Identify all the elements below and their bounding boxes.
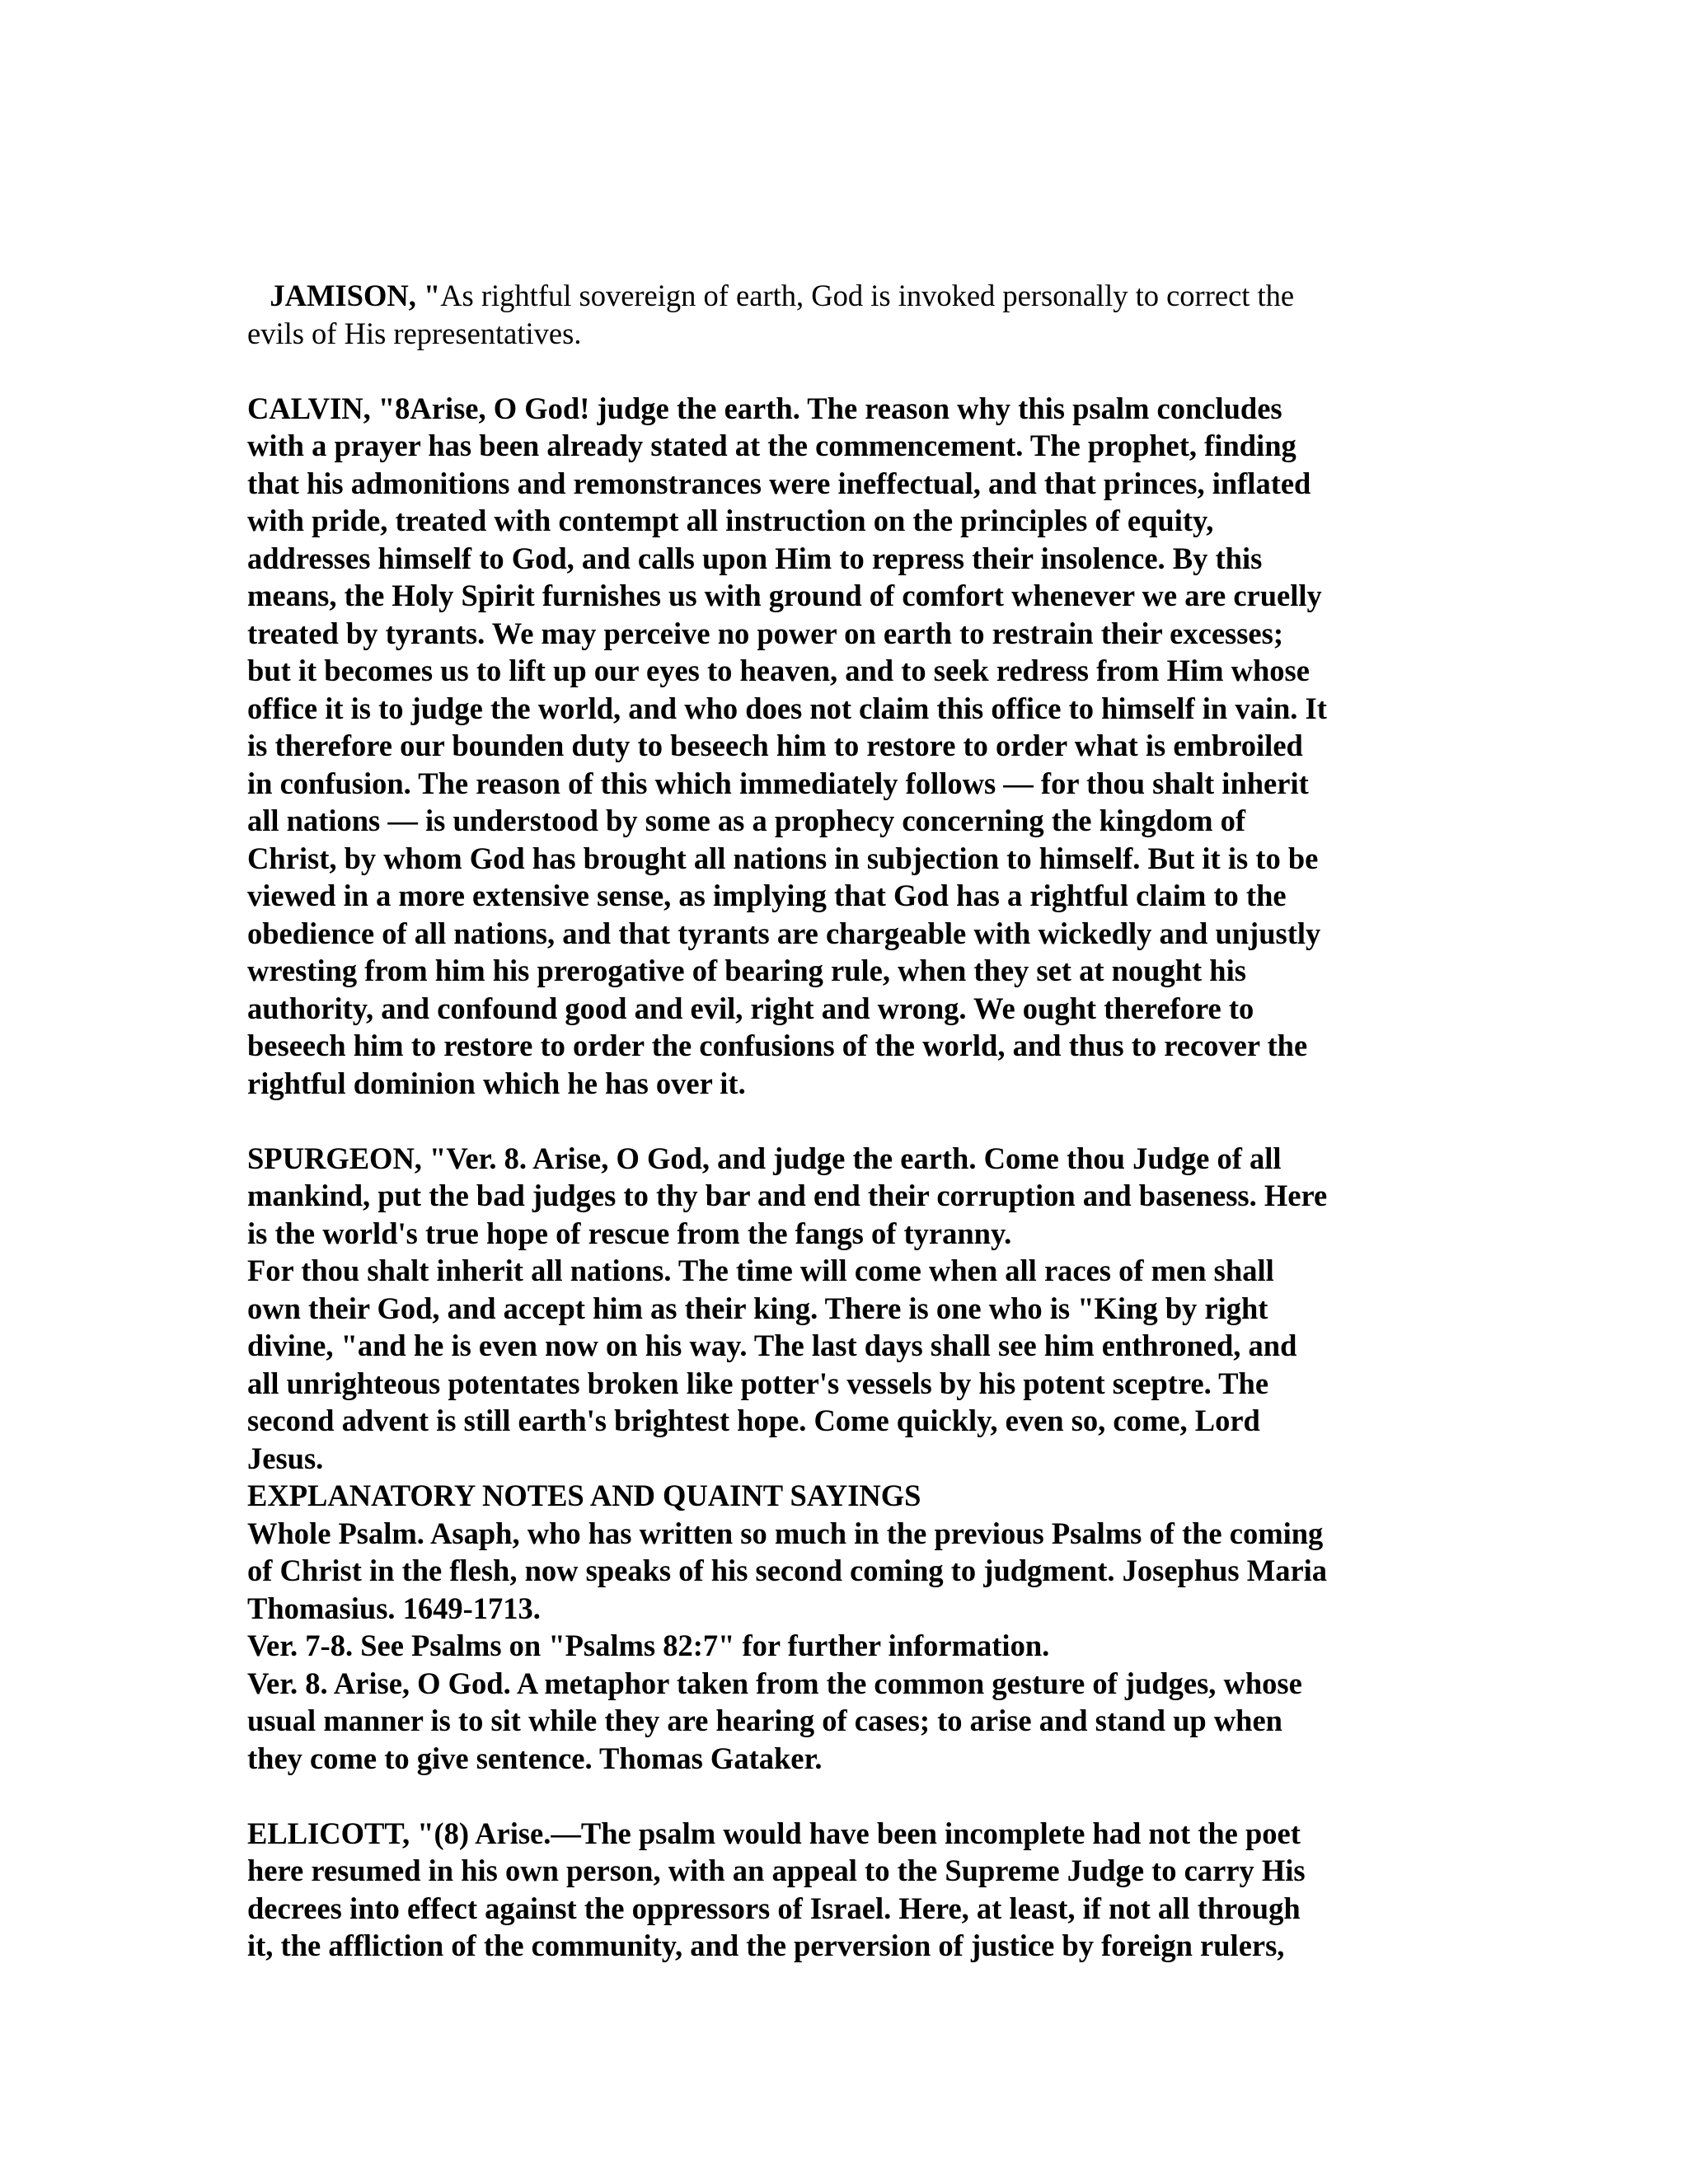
paragraph-gap bbox=[247, 352, 1451, 390]
paragraph-gap bbox=[247, 1102, 1451, 1140]
calvin-line: addresses himself to God, and calls upon Him to repress their insolence. By this bbox=[247, 541, 1263, 575]
calvin-line: beseech him to restore to order the confusions of the world, and thus to recover the bbox=[247, 1029, 1308, 1062]
calvin-line: treated by tyrants. We may perceive no power on earth to restrain their excesses; bbox=[247, 616, 1283, 650]
spurgeon-paragraph bbox=[247, 1140, 1451, 1778]
calvin-line: rightful dominion which he has over it. bbox=[247, 1066, 746, 1100]
calvin-line: obedience of all nations, and that tyrants are chargeable with wickedly and unjustly bbox=[247, 916, 1321, 950]
jamison-line-2: evils of His representatives. bbox=[247, 316, 582, 350]
calvin-line: viewed in a more extensive sense, as implying that God has a rightful claim to the bbox=[247, 879, 1287, 912]
spurgeon-line: EXPLANATORY NOTES AND QUAINT SAYINGS bbox=[247, 1479, 921, 1512]
spurgeon-line: of Christ in the flesh, now speaks of his second coming to judgment. Josephus Maria bbox=[247, 1554, 1328, 1587]
calvin-line: wresting from him his prerogative of bearing rule, when they set at nought his bbox=[247, 954, 1246, 987]
calvin-line: authority, and confound good and evil, right and wrong. We ought therefore to bbox=[247, 991, 1254, 1025]
calvin-line: in confusion. The reason of this which immediately follows — for thou shalt inherit bbox=[247, 766, 1309, 800]
jamison-paragraph bbox=[247, 277, 1451, 352]
spurgeon-line: Ver. 8. Arise, O God. A metaphor taken from the common gesture of judges, whose bbox=[247, 1666, 1302, 1700]
calvin-line: with pride, treated with contempt all instruction on the principles of equity, bbox=[247, 504, 1214, 537]
ellicott-line: it, the affliction of the community, and the perversion of justice by foreign rulers, bbox=[247, 1929, 1285, 1962]
calvin-paragraph bbox=[247, 390, 1451, 1103]
calvin-line: with a prayer has been already stated at the commencement. The prophet, finding bbox=[247, 429, 1296, 462]
spurgeon-line: SPURGEON, "Ver. 8. Arise, O God, and judge the earth. Come thou Judge of all bbox=[247, 1141, 1282, 1175]
spurgeon-line: divine, "and he is even now on his way. The last days shall see him enthroned, and bbox=[247, 1329, 1297, 1362]
calvin-line: CALVIN, "8Arise, O God! judge the earth. The reason why this psalm concludes bbox=[247, 391, 1282, 425]
spurgeon-line: mankind, put the bad judges to thy bar and end their corruption and baseness. Here bbox=[247, 1179, 1328, 1212]
calvin-line: means, the Holy Spirit furnishes us with ground of comfort whenever we are cruelly bbox=[247, 579, 1322, 612]
calvin-line: is therefore our bounden duty to beseech him to restore to order what is embroiled bbox=[247, 729, 1303, 762]
spurgeon-line: usual manner is to sit while they are hearing of cases; to arise and stand up when bbox=[247, 1704, 1282, 1737]
ellicott-line: ELLICOTT, "(8) Arise.—The psalm would have been incomplete had not the poet bbox=[247, 1816, 1301, 1850]
jamison-line-1 bbox=[247, 277, 1451, 315]
spurgeon-line: Jesus. bbox=[247, 1441, 324, 1475]
jamison-author: JAMISON, " bbox=[247, 279, 441, 312]
jamison-text: As rightful sovereign of earth, God is invoked personally to correct the bbox=[440, 279, 1295, 312]
calvin-line: Christ, by whom God has brought all nations in subjection to himself. But it is to be bbox=[247, 841, 1319, 875]
ellicott-paragraph bbox=[247, 1815, 1451, 1965]
spurgeon-line: For thou shalt inherit all nations. The time will come when all races of men shall bbox=[247, 1254, 1274, 1287]
ellicott-line: decrees into effect against the oppressors of Israel. Here, at least, if not all through bbox=[247, 1891, 1301, 1925]
spurgeon-line: Thomasius. 1649-1713. bbox=[247, 1591, 541, 1625]
ellicott-line: here resumed in his own person, with an appeal to the Supreme Judge to carry His bbox=[247, 1854, 1306, 1887]
spurgeon-line: own their God, and accept him as their king. There is one who is "King by right bbox=[247, 1291, 1268, 1325]
calvin-line: but it becomes us to lift up our eyes to heaven, and to seek redress from Him whose bbox=[247, 654, 1310, 687]
spurgeon-line: they come to give sentence. Thomas Gataker. bbox=[247, 1741, 823, 1775]
calvin-line: office it is to judge the world, and who does not claim this office to himself in vain. It bbox=[247, 691, 1327, 725]
spurgeon-line: Ver. 7-8. See Psalms on "Psalms 82:7" for further information. bbox=[247, 1629, 1050, 1662]
calvin-line: that his admonitions and remonstrances were ineffectual, and that princes, inflated bbox=[247, 466, 1311, 500]
spurgeon-line: is the world's true hope of rescue from the fangs of tyranny. bbox=[247, 1216, 1012, 1250]
commentary-text bbox=[247, 277, 1451, 1965]
paragraph-gap bbox=[247, 1777, 1451, 1815]
spurgeon-line: second advent is still earth's brightest hope. Come quickly, even so, come, Lord bbox=[247, 1404, 1260, 1437]
spurgeon-line: Whole Psalm. Asaph, who has written so much in the previous Psalms of the coming bbox=[247, 1516, 1324, 1550]
calvin-line: all nations — is understood by some as a prophecy concerning the kingdom of bbox=[247, 804, 1246, 837]
spurgeon-line: all unrighteous potentates broken like potter's vessels by his potent sceptre. The bbox=[247, 1366, 1269, 1400]
